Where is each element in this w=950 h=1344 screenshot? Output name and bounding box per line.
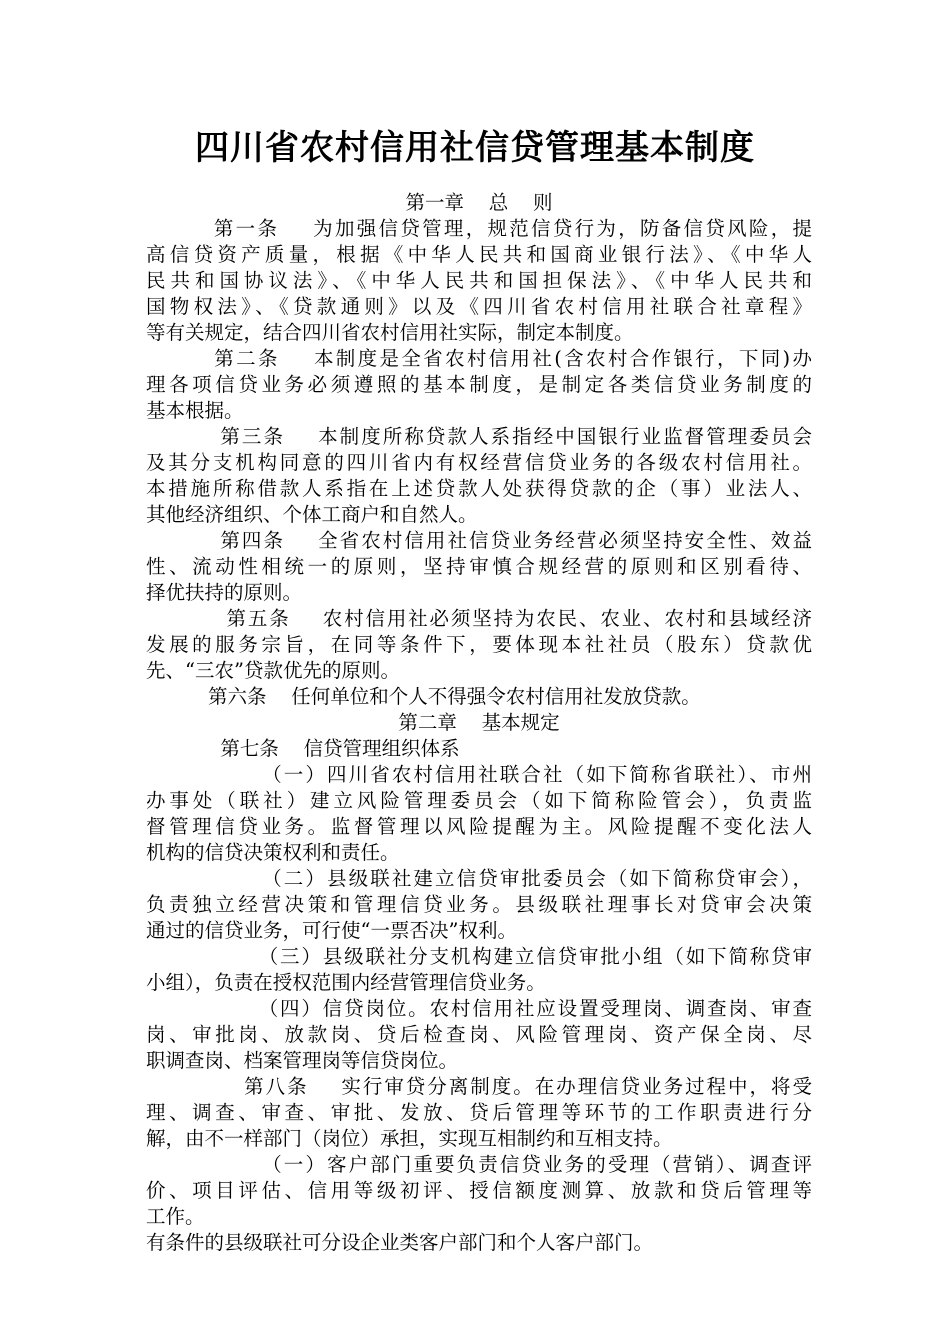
paragraph-line: 工作。: [146, 1205, 205, 1228]
paragraph-line: 国物权法》、《贷款通则》以及《四川省农村信用社联合社章程》: [146, 295, 812, 318]
paragraph-line: 小组），负责在授权范围内经营管理信贷业务。: [146, 971, 546, 994]
paragraph-line: 通过的信贷业务，可行使“一票否决”权利。: [146, 919, 517, 942]
paragraph-line: 第二条 本制度是全省农村信用社(含农村合作银行，下同)办: [146, 347, 812, 370]
paragraph-line: 发展的服务宗旨，在同等条件下，要体现本社社员（股东）贷款优: [146, 633, 812, 656]
paragraph-line: 先、“三农”贷款优先的原则。: [146, 659, 400, 682]
paragraph-line: 有条件的县级联社可分设企业类客户部门和个人客户部门。: [146, 1231, 654, 1254]
paragraph-line: 价、项目评估、信用等级初评、授信额度测算、放款和贷后管理等: [146, 1179, 812, 1202]
paragraph-line: 择优扶持的原则。: [146, 581, 303, 604]
paragraph-line: 负责独立经营决策和管理信贷业务。县级联社理事长对贷审会决策: [146, 893, 812, 916]
paragraph-line: 第七条 信贷管理组织体系: [146, 737, 460, 760]
paragraph-line: 办事处（联社）建立风险管理委员会（如下简称险管会），负责监: [146, 789, 812, 812]
paragraph-line: （一）四川省农村信用社联合社（如下简称省联社）、市州: [146, 763, 812, 786]
paragraph-line: 本措施所称借款人系指在上述贷款人处获得贷款的企（事）业法人、: [146, 477, 812, 500]
paragraph-line: 机构的信贷决策权利和责任。: [146, 841, 400, 864]
paragraph-line: 其他经济组织、个体工商户和自然人。: [146, 503, 478, 526]
document-body: [146, 190, 812, 1256]
paragraph-line: 理各项信贷业务必须遵照的基本制度，是制定各类信贷业务制度的: [146, 373, 812, 396]
paragraph-line: 高信贷资产质量，根据《中华人民共和国商业银行法》、《中华人: [146, 243, 812, 266]
document-title: 四川省农村信用社信贷管理基本制度: [195, 128, 755, 168]
paragraph-line: （三）县级联社分支机构建立信贷审批小组（如下简称贷审: [146, 945, 812, 968]
paragraph-line: 第四条 全省农村信用社信贷业务经营必须坚持安全性、效益: [146, 529, 812, 552]
paragraph-line: 岗、审批岗、放款岗、贷后检查岗、风险管理岗、资产保全岗、尽: [146, 1023, 812, 1046]
paragraph-line: 民共和国协议法》、《中华人民共和国担保法》、《中华人民共和: [146, 269, 812, 292]
paragraph-line: 等有关规定，结合四川省农村信用社实际，制定本制度。: [146, 321, 634, 344]
paragraph-line: 第一条 为加强信贷管理，规范信贷行为，防备信贷风险，提: [146, 217, 812, 240]
paragraph-line: 基本根据。: [146, 399, 244, 422]
paragraph-line: 督管理信贷业务。监督管理以风险提醒为主。风险提醒不变化法人: [146, 815, 812, 838]
paragraph-line: （四）信贷岗位。农村信用社应设置受理岗、调查岗、审查: [146, 997, 812, 1020]
paragraph-line: 第三条 本制度所称贷款人系指经中国银行业监督管理委员会: [146, 425, 812, 448]
chapter-heading: 第一章 总 则: [405, 191, 553, 214]
paragraph-line: 第六条 任何单位和个人不得强令农村信用社发放贷款。: [146, 685, 701, 708]
paragraph-line: 理、调查、审查、审批、发放、贷后管理等环节的工作职责进行分: [146, 1101, 812, 1124]
paragraph-line: （二）县级联社建立信贷审批委员会（如下简称贷审会），: [146, 867, 812, 890]
paragraph-line: 及其分支机构同意的四川省内有权经营信贷业务的各级农村信用社。: [146, 451, 812, 474]
chapter-heading: 第二章 基本规定: [398, 711, 560, 734]
paragraph-line: （一）客户部门重要负责信贷业务的受理（营销）、调查评: [146, 1153, 812, 1176]
paragraph-line: 职调查岗、档案管理岗等信贷岗位。: [146, 1049, 459, 1072]
paragraph-line: 第五条 农村信用社必须坚持为农民、农业、农村和县域经济: [146, 607, 812, 630]
paragraph-line: 性、流动性相统一的原则，坚持审慎合规经营的原则和区别看待、: [146, 555, 812, 578]
paragraph-line: 第八条 实行审贷分离制度。在办理信贷业务过程中，将受: [146, 1075, 812, 1098]
paragraph-line: 解，由不一样部门（岗位）承担，实现互相制约和互相支持。: [146, 1127, 673, 1150]
